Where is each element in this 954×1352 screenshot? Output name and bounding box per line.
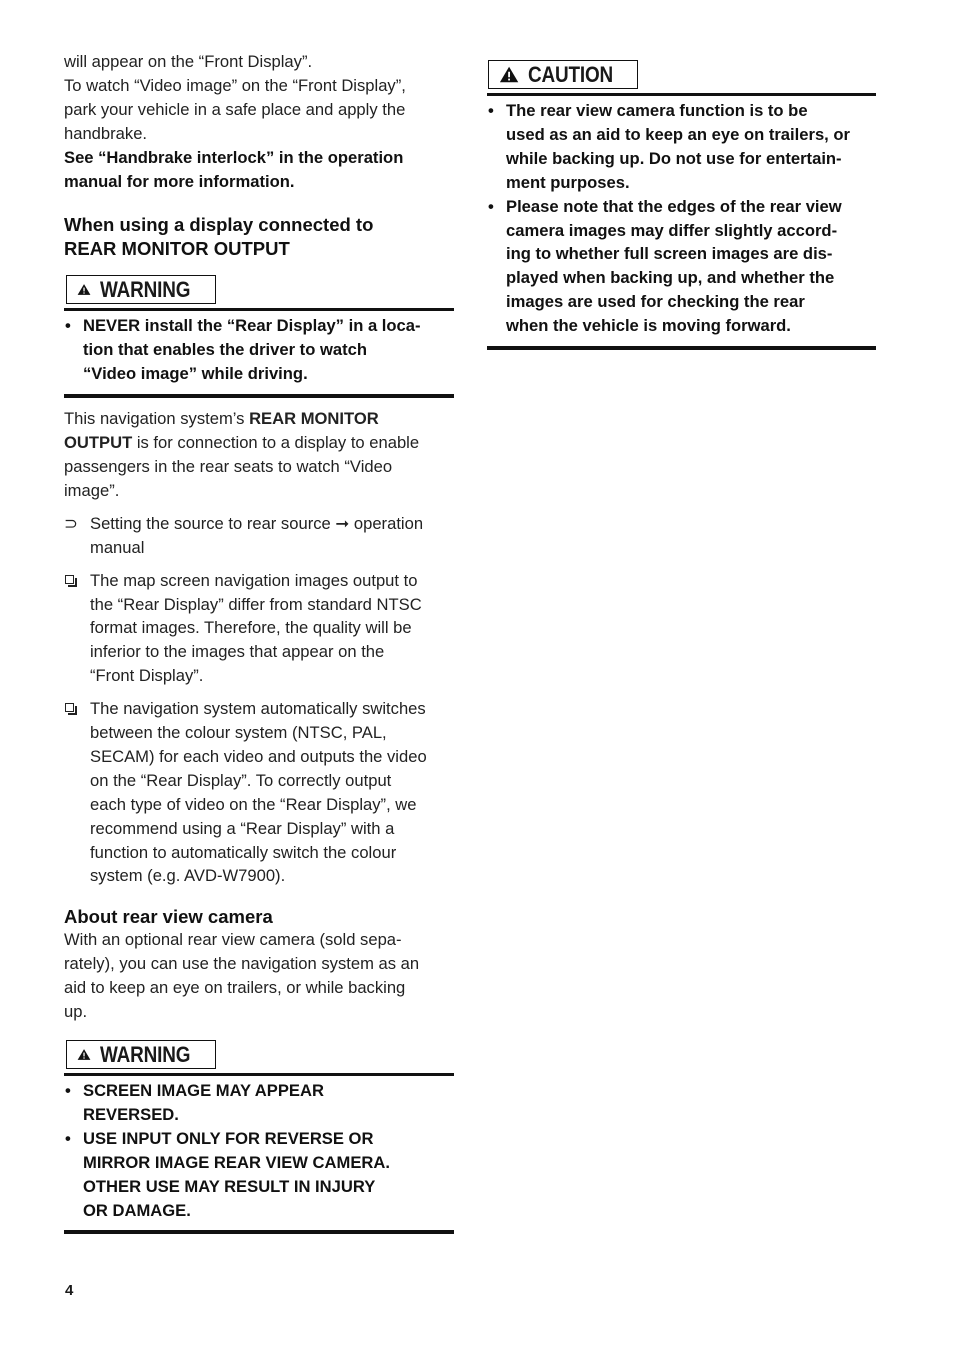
text-line: while backing up. Do not use for entertain- — [506, 148, 842, 168]
warning-top-rule — [64, 1073, 454, 1076]
text-fragment: This navigation system’s — [64, 409, 250, 429]
text-line: The rear view camera function is to be — [506, 101, 808, 120]
text-line: ment purposes. — [506, 172, 630, 192]
text-line: The map screen navigation images output to — [90, 570, 418, 590]
text-line: format images. Therefore, the quality will be — [90, 618, 412, 638]
warning-box — [64, 1040, 454, 1234]
caution-bottom-rule — [487, 346, 876, 350]
arrow-right-icon: ➞ — [335, 513, 350, 533]
bullet-mark: • — [65, 1128, 71, 1148]
warning-label: WARNING — [100, 1041, 191, 1067]
text-line: on the “Rear Display”. To correctly output — [90, 770, 392, 790]
text-line: See “Handbrake interlock” in the operation — [64, 147, 404, 167]
text-line — [64, 407, 454, 431]
list-item — [64, 1079, 454, 1127]
warning-bottom-rule — [64, 1230, 454, 1234]
text-line: The navigation system automatically switches — [90, 699, 426, 719]
page-number: 4 — [65, 1282, 74, 1299]
text-line: manual — [90, 537, 145, 557]
warning-bullets — [64, 1079, 454, 1222]
text-line: Please note that the edges of the rear view — [506, 196, 842, 216]
warning-badge — [66, 275, 216, 304]
text-line: function to automatically switch the colour — [90, 842, 397, 862]
text-line: camera images may differ slightly accord- — [506, 220, 838, 240]
text-line: park your vehicle in a safe place and apply the — [64, 99, 406, 119]
warning-badge — [66, 1040, 216, 1069]
caution-top-rule — [487, 93, 876, 96]
list-item — [64, 314, 454, 386]
text-line: played when backing up, and whether the — [506, 268, 835, 288]
text-line: images are used for checking the rear — [506, 292, 805, 312]
text-line: MIRROR IMAGE REAR VIEW CAMERA. — [83, 1152, 390, 1172]
warning-box — [64, 275, 454, 398]
reference-icon: ⊃ — [64, 513, 78, 533]
text-line: inferior to the images that appear on the — [90, 642, 385, 662]
text-line: With an optional rear view camera (sold sepa- — [64, 930, 402, 950]
rear-camera-paragraph — [64, 928, 454, 1024]
list-item — [487, 99, 876, 195]
warning-label: WARNING — [100, 276, 191, 302]
text-line: tion that enables the driver to watch — [83, 340, 367, 360]
caution-label: CAUTION — [528, 61, 614, 87]
intro-paragraph — [64, 50, 454, 193]
list-item — [487, 195, 876, 338]
text-line: “Video image” while driving. — [83, 364, 308, 384]
text-line: will appear on the “Front Display”. — [64, 52, 313, 71]
text-line — [90, 512, 454, 536]
text-line: To watch “Video image” on the “Front Display”, — [64, 75, 406, 95]
text-fragment: install the “Rear Display” in a loca- — [140, 316, 421, 336]
warning-bottom-rule — [64, 394, 454, 398]
text-line: “Front Display”. — [90, 666, 204, 686]
text-line: SCREEN IMAGE MAY APPEAR — [83, 1081, 324, 1100]
heading-line: REAR MONITOR OUTPUT — [64, 238, 290, 260]
left-column — [64, 50, 454, 1234]
warning-triangle-icon — [499, 65, 519, 84]
text-fragment: operation — [349, 513, 424, 533]
section-heading-rear-camera: About rear view camera — [64, 906, 273, 928]
section-heading-rear-monitor — [64, 213, 454, 261]
caution-bullets — [487, 99, 876, 338]
text-line: rately), you can use the navigation system as an — [64, 954, 420, 974]
note-item — [64, 697, 454, 888]
text-line: when the vehicle is moving forward. — [506, 316, 791, 336]
text-line: USE INPUT ONLY FOR REVERSE OR — [83, 1128, 374, 1148]
text-line: manual for more information. — [64, 171, 295, 191]
emphasis-text: NEVER — [83, 316, 141, 336]
warning-triangle-icon — [77, 1045, 91, 1064]
rear-monitor-paragraph — [64, 407, 454, 503]
list-item — [64, 1127, 454, 1223]
caution-badge — [488, 60, 638, 89]
text-line: each type of video on the “Rear Display”, we — [90, 794, 417, 814]
text-line: OR DAMAGE. — [83, 1200, 191, 1220]
caution-box — [487, 60, 876, 350]
bullet-mark: • — [65, 1081, 71, 1100]
text-line: recommend using a “Rear Display” with a — [90, 818, 395, 838]
text-line: REVERSED. — [83, 1104, 179, 1124]
right-column — [487, 60, 876, 350]
text-line: image”. — [64, 480, 120, 500]
text-line: SECAM) for each video and outputs the video — [90, 746, 427, 766]
note-box-icon — [65, 575, 74, 584]
text-line: handbrake. — [64, 123, 148, 143]
bullet-mark: • — [488, 196, 494, 216]
text-line: ing to whether full screen images are dis- — [506, 244, 833, 264]
heading-line: When using a display connected to — [64, 214, 374, 236]
warning-triangle-icon — [77, 280, 91, 299]
warning-bullets — [64, 314, 454, 386]
reference-note — [64, 512, 454, 560]
emphasis-text: OUTPUT — [64, 433, 133, 453]
note-box-icon — [65, 703, 74, 712]
text-fragment: Setting the source to rear source — [90, 513, 336, 533]
bullet-mark: • — [65, 316, 71, 336]
warning-top-rule — [64, 308, 454, 311]
text-line: aid to keep an eye on trailers, or while backing — [64, 978, 406, 998]
emphasis-text: REAR MONITOR — [249, 409, 379, 429]
text-line: the “Rear Display” differ from standard NTSC — [90, 594, 422, 614]
text-line — [64, 431, 454, 455]
text-line: between the colour system (NTSC, PAL, — [90, 723, 387, 743]
text-line: system (e.g. AVD-W7900). — [90, 866, 286, 886]
text-line: up. — [64, 1002, 88, 1022]
note-item — [64, 569, 454, 689]
text-line: used as an aid to keep an eye on trailers, or — [506, 124, 850, 144]
text-line: OTHER USE MAY RESULT IN INJURY — [83, 1176, 376, 1196]
text-line: passengers in the rear seats to watch “Video — [64, 456, 393, 476]
text-fragment: is for connection to a display to enable — [132, 433, 420, 453]
bullet-mark: • — [488, 101, 494, 120]
